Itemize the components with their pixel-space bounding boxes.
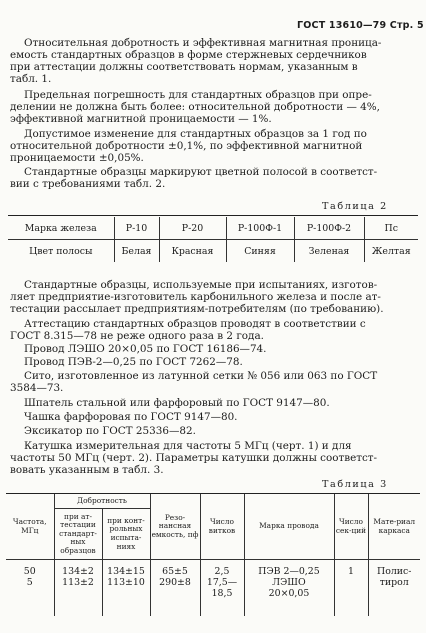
table-cell: Красная	[159, 240, 226, 263]
table-cell: Пс	[364, 217, 418, 240]
table-cell: Желтая	[364, 240, 418, 263]
list-item: Чашка фарфоровая по ГОСТ 9147—80.	[24, 411, 238, 423]
text-line: табл. 1.	[10, 73, 52, 85]
column-header: при конт-рольных испыта-ниях	[102, 509, 150, 560]
text-line: относительной добротности ±0,1%, по эффективной магнитной	[10, 140, 363, 152]
table-cell: Марка железа	[8, 217, 114, 240]
text-line: вовать указанным в табл. 3.	[10, 464, 164, 476]
text-line: при аттестации должны соответствовать нормам, указанным в	[10, 61, 358, 73]
column-header: при ат-тестации стандарт-ных образцов	[54, 509, 102, 560]
text-line: Допустимое изменение для стандартных образцов за 1 год по	[24, 128, 367, 140]
column-header: Число сек-ций	[334, 494, 368, 560]
text-line: Стандартные образцы, используемые при испытаниях, изготов-	[24, 279, 378, 291]
table-cell: Р-100Ф-1	[226, 217, 294, 240]
text-line: тестации рассылает предприятиям-потребителям (по требованию).	[10, 303, 384, 315]
column-header: Мате-риал каркаса	[368, 494, 420, 560]
text-line: ляет предприятие-изготовитель карбонильного железа и после ат-	[10, 291, 381, 303]
table-row	[6, 560, 420, 617]
table-cell: Р-10	[125, 222, 148, 234]
list-item: Провод ПЭВ-2—0,25 по ГОСТ 7262—78.	[24, 356, 243, 368]
text-line: ГОСТ 8.315—78 не реже одного раза в 2 года.	[10, 330, 264, 342]
color-marking-table	[8, 217, 418, 262]
table-cell: Зеленая	[294, 240, 364, 263]
page-header: ГОСТ 13610—79 Стр. 5	[297, 20, 424, 31]
table-cell: 65±5 290±8	[150, 560, 200, 617]
text-line: проницаемости ±0,05%.	[10, 152, 144, 164]
table-caption: Таблица 3	[322, 479, 388, 490]
table-row	[8, 240, 418, 263]
text-line: частоты 50 МГц (черт. 2). Параметры катушки должны соответст-	[10, 452, 378, 464]
table-caption: Таблица 2	[322, 201, 388, 212]
table-cell: Цвет полосы	[8, 240, 114, 263]
text-line: Сито, изготовленное из латунной сетки № 056 или 063 по ГОСТ	[24, 370, 378, 382]
list-item: Шпатель стальной или фарфоровый по ГОСТ 9147—80.	[24, 397, 330, 409]
table-cell: Синяя	[226, 240, 294, 263]
table-row	[8, 217, 418, 240]
column-header: Частота, МГц	[6, 494, 54, 560]
text-line: 3584—73.	[10, 382, 64, 394]
table-cell: 1	[334, 560, 368, 617]
text-line: эффективной магнитной проницаемости — 1%.	[10, 113, 272, 125]
column-header: Резо-нансная емкость, пф	[150, 494, 200, 560]
text-line: Относительная добротность и эффективная магнитная проница-	[24, 37, 382, 49]
table-cell: 134±15 113±10	[102, 560, 150, 617]
text-line: Предельная погрешность для стандартных образцов при опре-	[24, 89, 372, 101]
coil-parameters-table	[6, 494, 420, 616]
list-item: Провод ЛЭШО 20×0,05 по ГОСТ 16186—74.	[24, 343, 267, 355]
list-item: Эксикатор по ГОСТ 25336—82.	[24, 425, 196, 437]
text-line: емость стандартных образцов в форме стержневых сердечников	[10, 49, 367, 61]
column-header: Марка провода	[244, 494, 334, 560]
table-cell: Полис- тирол	[368, 560, 420, 617]
text-line: делении не должна быть более: относительной добротности — 4%,	[10, 101, 380, 113]
table-cell: 2,5 17,5— 18,5	[200, 560, 244, 617]
table-cell: 50 5	[23, 566, 36, 588]
text-line: Аттестацию стандартных образцов проводят в соответствии с	[24, 318, 366, 330]
table-cell: Белая	[114, 240, 159, 263]
table-cell: ПЭВ 2—0,25 ЛЭШО 20×0,05	[244, 560, 334, 617]
text-line: вии с требованиями табл. 2.	[10, 178, 166, 190]
text-line: Катушка измерительная для частоты 5 МГц (черт. 1) и для	[24, 440, 352, 452]
text-line: Стандартные образцы маркируют цветной полосой в соответст-	[24, 166, 378, 178]
table-rule	[8, 215, 418, 216]
column-header: Число витков	[200, 494, 244, 560]
table-cell: Р-20	[159, 217, 226, 240]
column-header: Добротность	[54, 494, 150, 509]
table-cell: 134±2 113±2	[54, 560, 102, 617]
table-cell: Р-100Ф-2	[294, 217, 364, 240]
